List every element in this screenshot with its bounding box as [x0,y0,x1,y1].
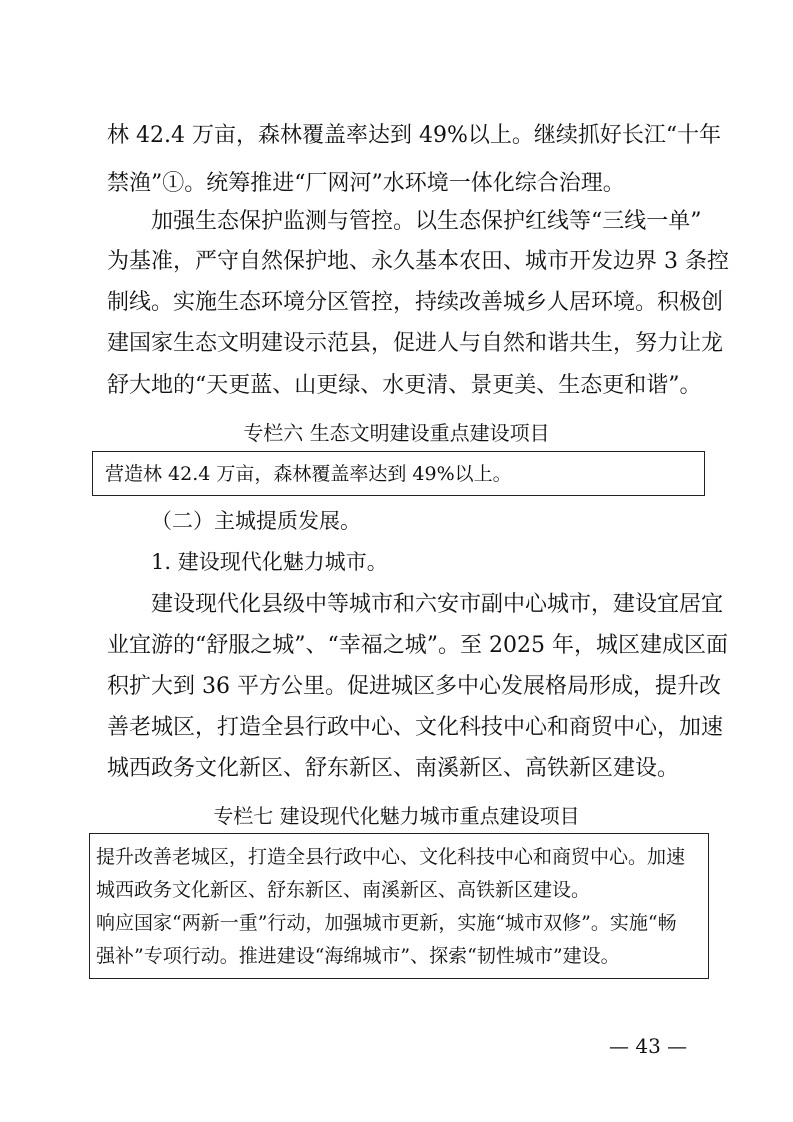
paragraph-line: 建设现代化县级中等城市和六安市副中心城市，建设宜居宜 [151,592,724,617]
section-heading: （二）主城提质发展。 [151,509,361,533]
paragraph-line: 善老城区，打造全县行政中心、文化科技中心和商贸中心，加速 [107,715,724,740]
paragraph-line: 林 42.4 万亩，森林覆盖率达到 49%以上。继续抓好长江“十年 [107,123,722,148]
paragraph-line: 业宜游的“舒服之城”、“幸福之城”。至 2025 年，城区建成区面 [107,633,728,658]
paragraph-line: 为基准，严守自然保护地、永久基本农田、城市开发边界 3 条控 [107,249,729,274]
project-box [89,833,709,979]
box-line: 营造林 42.4 万亩，森林覆盖率达到 49%以上。 [105,463,512,485]
paragraph-line: 制线。实施生态环境分区管控，持续改善城乡人居环境。积极创 [107,290,724,315]
box-line: 响应国家“两新一重”行动，加强城市更新，实施“城市双修”。实施“畅 [96,912,677,934]
box-caption: 专栏七 建设现代化魅力城市重点建设项目 [213,804,580,828]
page-number: — 43 — [609,1034,688,1058]
paragraph-line: 加强生态保护监测与管控。以生态保护红线等“三线一单” [151,209,702,234]
box-line: 强补”专项行动。推进建设“海绵城市”、探索“韧性城市”建设。 [96,945,620,967]
project-box [92,451,705,496]
paragraph-line: 积扩大到 36 平方公里。促进城区多中心发展格局形成，提升改 [107,674,721,699]
box-line: 城西政务文化新区、舒东新区、南溪新区、高铁新区建设。 [96,879,591,901]
paragraph-line: 舒大地的“天更蓝、山更绿、水更清、景更美、生态更和谐”。 [107,373,702,398]
box-line: 提升改善老城区，打造全县行政中心、文化科技中心和商贸中心。加速 [96,846,686,868]
paragraph-line: 城西政务文化新区、舒东新区、南溪新区、高铁新区建设。 [107,756,680,781]
box-caption: 专栏六 生态文明建设重点建设项目 [243,421,550,445]
paragraph-line: 建国家生态文明建设示范县，促进人与自然和谐共生，努力让龙 [107,331,724,356]
paragraph-line: 禁渔”①。统筹推进“厂网河”水环境一体化综合治理。 [107,171,625,196]
subsection-heading: 1. 建设现代化魅力城市。 [151,550,388,574]
